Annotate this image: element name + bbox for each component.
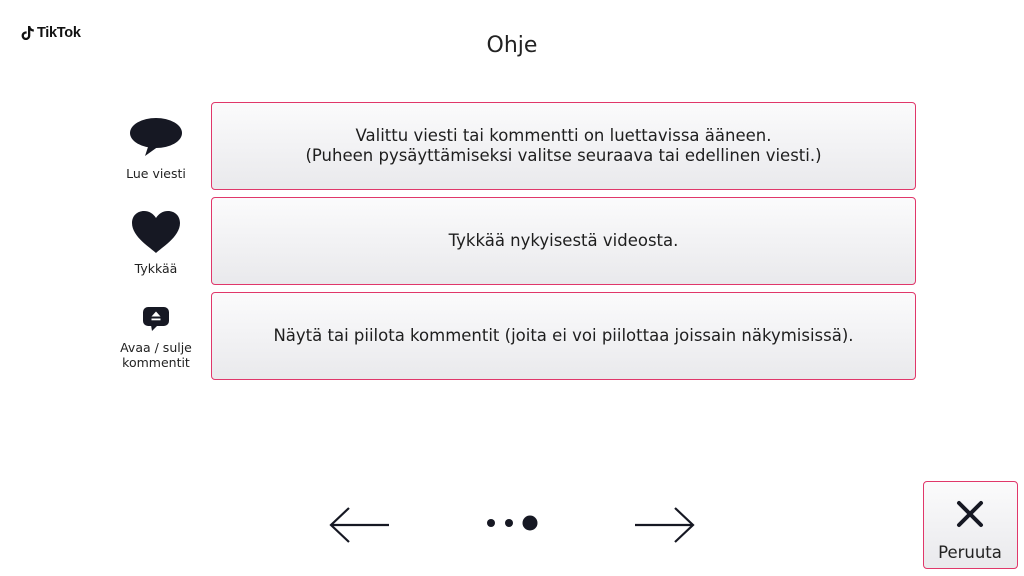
label-line: Avaa / sulje	[120, 340, 192, 355]
page-indicator	[482, 512, 542, 534]
toggle-comments-label	[100, 340, 212, 370]
arrow-right-icon	[634, 505, 696, 545]
page-title: Ohje	[486, 33, 538, 58]
like-card[interactable]	[211, 197, 916, 285]
page-dot-active	[523, 516, 538, 531]
previous-page-button[interactable]	[328, 505, 390, 545]
heart-icon	[131, 210, 181, 254]
card-text-line: Näytä tai piilota kommentit (joita ei voi piilottaa joissain näkymisissä).	[273, 326, 854, 345]
page-dot	[487, 519, 495, 527]
close-icon	[956, 500, 984, 528]
card-text-line: Valittu viesti tai kommentti on luettavissa ääneen.	[355, 126, 772, 145]
help-row-icon-area	[100, 102, 212, 190]
help-row-icon-area	[100, 197, 212, 285]
like-label: Tykkää	[134, 261, 178, 276]
next-page-button[interactable]	[634, 505, 696, 545]
cancel-label: Peruuta	[938, 543, 1002, 562]
speech-bubble-icon	[129, 118, 183, 158]
read-message-card[interactable]	[211, 102, 916, 190]
tiktok-logo-text: TikTok	[37, 25, 81, 41]
page-dot	[505, 519, 513, 527]
card-text-line: (Puheen pysäyttämiseksi valitse seuraava tai edellinen viesti.)	[305, 146, 822, 165]
label-line: kommentit	[122, 355, 190, 370]
comment-toggle-icon	[142, 306, 170, 332]
toggle-comments-card[interactable]	[211, 292, 916, 380]
help-row-like	[100, 197, 916, 285]
card-text-line: Tykkää nykyisestä videosta.	[448, 231, 679, 250]
help-row-read-message	[100, 102, 916, 190]
help-row-toggle-comments	[100, 292, 916, 380]
arrow-left-icon	[328, 505, 390, 545]
help-row-icon-area	[100, 292, 212, 380]
read-message-label: Lue viesti	[126, 166, 186, 181]
cancel-button[interactable]	[923, 481, 1018, 569]
